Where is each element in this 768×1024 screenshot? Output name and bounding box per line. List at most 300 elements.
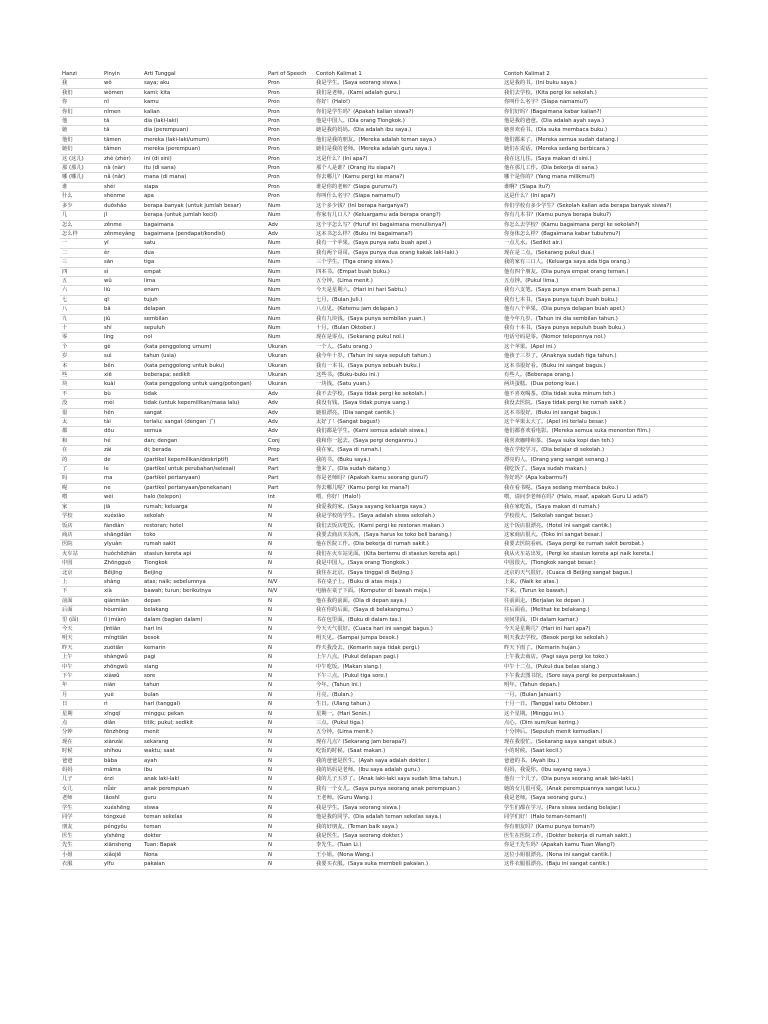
cell-example-1: 今天是星期六。(Hari ini hari Sabtu.): [314, 286, 502, 295]
cell-part-of-speech: Ukuran: [266, 371, 314, 380]
cell-example-2: 他在学校学习。(Dia belajar di sekolah.): [502, 446, 708, 455]
cell-hanzi: 你: [60, 98, 102, 107]
cell-example-1: 今年。(Tahun ini.): [314, 681, 502, 690]
cell-hanzi: 了: [60, 465, 102, 474]
cell-example-2: 我的家有三口人。(Keluarga saya ada tiga orang.): [502, 258, 708, 267]
cell-example-1: 我的儿子五岁了。(Anak laki-laki saya sudah lima tahun.): [314, 775, 502, 784]
cell-part-of-speech: N: [266, 719, 314, 728]
cell-hanzi: 他们: [60, 135, 102, 144]
cell-example-2: 我是老师。(Saya seorang guru.): [502, 794, 708, 803]
cell-part-of-speech: N: [266, 606, 314, 615]
table-row: [60, 681, 708, 690]
cell-part-of-speech: Int: [266, 493, 314, 502]
cell-pinyin: bā: [102, 305, 142, 314]
table-row: [60, 662, 708, 671]
cell-pinyin: qiánmiàn: [102, 596, 142, 605]
cell-example-2: 这个苹果太大了。(Apel ini terlalu besar.): [502, 418, 708, 427]
cell-example-1: 三个学生。(Tiga orang siswa.): [314, 258, 502, 267]
cell-part-of-speech: N: [266, 766, 314, 775]
cell-meaning: bulan: [142, 690, 266, 699]
cell-part-of-speech: N: [266, 850, 314, 859]
cell-part-of-speech: Pron: [266, 145, 314, 154]
cell-example-1: 上午八点。(Pukul delapan pagi.): [314, 653, 502, 662]
cell-example-2: 这个苹果。(Apel ini.): [502, 342, 708, 351]
cell-example-1: 他是中国人。(Dia orang Tiongkok.): [314, 117, 502, 126]
table-row: [60, 822, 708, 831]
cell-part-of-speech: Adv: [266, 399, 314, 408]
cell-example-2: 她喜欢看书。(Dia suka membaca buku.): [502, 126, 708, 135]
table-row: [60, 530, 708, 539]
cell-part-of-speech: Pron: [266, 117, 314, 126]
cell-meaning: guru: [142, 794, 266, 803]
cell-example-2: 现在是二点。(Sekarang pukul dua.): [502, 248, 708, 257]
cell-hanzi: 前面: [60, 596, 102, 605]
table-row: [60, 323, 708, 332]
cell-example-1: 你是老师吗？(Apakah kamu seorang guru?): [314, 474, 502, 483]
cell-example-1: 太好了！(Sangat bagus!): [314, 418, 502, 427]
cell-hanzi: 家: [60, 502, 102, 511]
cell-part-of-speech: N: [266, 803, 314, 812]
cell-example-2: 我没去医院。(Saya tidak pergi ke rumah sakit.): [502, 399, 708, 408]
cell-pinyin: wǔ: [102, 276, 142, 285]
cell-meaning: sore: [142, 672, 266, 681]
table-row: [60, 587, 708, 596]
cell-hanzi: 哪 (哪儿): [60, 173, 102, 182]
table-row: [60, 258, 708, 267]
cell-part-of-speech: Adv: [266, 408, 314, 417]
cell-part-of-speech: N: [266, 784, 314, 793]
cell-part-of-speech: N: [266, 756, 314, 765]
cell-example-2: 我在看书呢。(Saya sedang membaca buku.): [502, 483, 708, 492]
cell-example-1: 我今年十岁。(Tahun ini saya sepuluh tahun.): [314, 352, 502, 361]
table-row: [60, 352, 708, 361]
table-row: [60, 719, 708, 728]
table-row: [60, 841, 708, 850]
cell-pinyin: xiàwǔ: [102, 672, 142, 681]
cell-pinyin: nà (nàr): [102, 164, 142, 173]
cell-hanzi: 上午: [60, 653, 102, 662]
cell-hanzi: 什么: [60, 192, 102, 201]
cell-hanzi: 现在: [60, 737, 102, 746]
table-row: [60, 220, 708, 229]
cell-pinyin: fēnzhōng: [102, 728, 142, 737]
cell-part-of-speech: N: [266, 624, 314, 633]
cell-part-of-speech: N: [266, 643, 314, 652]
table-row: [60, 88, 708, 97]
cell-pinyin: yuè: [102, 690, 142, 699]
cell-meaning: saya; aku: [142, 79, 266, 88]
cell-pinyin: nǚér: [102, 784, 142, 793]
table-row: [60, 728, 708, 737]
cell-meaning: dalam (bagian dalam): [142, 615, 266, 624]
cell-pinyin: tāmen: [102, 135, 142, 144]
cell-pinyin: ma: [102, 474, 142, 483]
cell-pinyin: líng: [102, 333, 142, 342]
table-row: [60, 267, 708, 276]
cell-meaning: Tiongkok: [142, 559, 266, 568]
cell-pinyin: xīngqī: [102, 709, 142, 718]
table-row: [60, 540, 708, 549]
cell-meaning: atas; naik; sebelumnya: [142, 577, 266, 586]
table-row: [60, 559, 708, 568]
table-row: [60, 182, 708, 191]
table-row: [60, 361, 708, 370]
table-row: [60, 850, 708, 859]
table-row: [60, 615, 708, 624]
cell-hanzi: 中国: [60, 559, 102, 568]
cell-pinyin: méi: [102, 399, 142, 408]
cell-example-2: 这件衣服很漂亮。(Baju ini sangat cantik.): [502, 860, 708, 869]
cell-example-2: 这位小姐很漂亮。(Nona ini sangat cantik.): [502, 850, 708, 859]
cell-meaning: tahun: [142, 681, 266, 690]
cell-example-2: 明年。(Tahun depan.): [502, 681, 708, 690]
cell-part-of-speech: N: [266, 502, 314, 511]
cell-hanzi: 老师: [60, 794, 102, 803]
cell-meaning: tahun (usia): [142, 352, 266, 361]
table-row: [60, 248, 708, 257]
cell-example-1: 我有一个女儿。(Saya punya seorang anak perempuan.): [314, 784, 502, 793]
table-row: [60, 98, 708, 107]
cell-meaning: titik; pukul; sedikit: [142, 719, 266, 728]
cell-part-of-speech: Num: [266, 333, 314, 342]
cell-hanzi: 五: [60, 276, 102, 285]
cell-part-of-speech: Pron: [266, 98, 314, 107]
cell-example-2: 她们在说话。(Mereka sedang berbicara.): [502, 145, 708, 154]
cell-example-2: 这个饭店很漂亮。(Hotel ini sangat cantik.): [502, 521, 708, 530]
cell-example-1: 书在桌子上。(Buku di atas meja.): [314, 577, 502, 586]
cell-hanzi: 本: [60, 361, 102, 370]
cell-meaning: tidak (untuk kepemilikan/masa lalu): [142, 399, 266, 408]
cell-part-of-speech: Adv: [266, 389, 314, 398]
cell-example-1: 我的妈妈是老师。(Ibu saya adalah guru.): [314, 766, 502, 775]
cell-part-of-speech: Pron: [266, 79, 314, 88]
cell-hanzi: 里 (面): [60, 615, 102, 624]
cell-example-2: 喂，请问李老师在吗？(Halo, maaf, apakah Guru Li ada?): [502, 493, 708, 502]
cell-hanzi: 女儿: [60, 784, 102, 793]
cell-example-2: 中国很大。(Tiongkok sangat besar.): [502, 559, 708, 568]
vocabulary-sheet: [60, 70, 708, 870]
cell-part-of-speech: Prep: [266, 446, 314, 455]
cell-example-2: 昨天下雨了。(Kemarin hujan.): [502, 643, 708, 652]
table-row: [60, 596, 708, 605]
cell-part-of-speech: Adv: [266, 220, 314, 229]
cell-part-of-speech: N: [266, 662, 314, 671]
table-row: [60, 803, 708, 812]
cell-meaning: apa: [142, 192, 266, 201]
cell-meaning: siang: [142, 662, 266, 671]
cell-example-2: 你好吗？(Apa kabarmu?): [502, 474, 708, 483]
cell-pinyin: tā: [102, 117, 142, 126]
table-row: [60, 794, 708, 803]
cell-part-of-speech: Num: [266, 201, 314, 210]
table-row: [60, 436, 708, 445]
cell-example-1: 三点。(Pukul tiga.): [314, 719, 502, 728]
header-hanzi: Hanzi: [60, 70, 102, 79]
cell-meaning: pagi: [142, 653, 266, 662]
cell-meaning: enam: [142, 286, 266, 295]
cell-pinyin: zhè (zhèr): [102, 154, 142, 163]
cell-meaning: (kata penggolong umum): [142, 342, 266, 351]
table-row: [60, 211, 708, 220]
cell-example-1: 我是学生。(Saya seorang siswa.): [314, 803, 502, 812]
cell-meaning: berapa banyak (untuk jumlah besar): [142, 201, 266, 210]
cell-hanzi: 日: [60, 700, 102, 709]
cell-pinyin: diǎn: [102, 719, 142, 728]
cell-pinyin: shénme: [102, 192, 142, 201]
cell-part-of-speech: Pron: [266, 164, 314, 173]
cell-meaning: teman: [142, 822, 266, 831]
cell-pinyin: xuéshēng: [102, 803, 142, 812]
cell-example-2: 你是王先生吗？(Apakah kamu Tuan Wang?): [502, 841, 708, 850]
cell-meaning: di; berada: [142, 446, 266, 455]
cell-pinyin: wèi: [102, 493, 142, 502]
cell-part-of-speech: Pron: [266, 154, 314, 163]
table-row: [60, 333, 708, 342]
cell-example-1: 一块钱。(Satu yuan.): [314, 380, 502, 389]
cell-part-of-speech: N: [266, 672, 314, 681]
table-row: [60, 380, 708, 389]
cell-example-1: 七月。(Bulan Juli.): [314, 295, 502, 304]
cell-example-2: 这家商店很大。(Toko ini sangat besar.): [502, 530, 708, 539]
cell-example-2: 五点钟。(Pukul lima.): [502, 276, 708, 285]
cell-example-2: 他今年九岁。(Tahun ini dia sembilan tahun.): [502, 314, 708, 323]
cell-hanzi: 十: [60, 323, 102, 332]
cell-pinyin: hòumiàn: [102, 606, 142, 615]
cell-example-2: 你有几本书？(Kamu punya berapa buku?): [502, 211, 708, 220]
cell-hanzi: 零: [60, 333, 102, 342]
cell-meaning: ini (di sini): [142, 154, 266, 163]
cell-example-1: 这是什么？(Ini apa?): [314, 154, 502, 163]
cell-example-2: 上午我去商店。(Pagi saya pergi ke toko.): [502, 653, 708, 662]
cell-pinyin: lǐ (miàn): [102, 615, 142, 624]
cell-part-of-speech: Pron: [266, 126, 314, 135]
table-row: [60, 239, 708, 248]
cell-pinyin: zhōngwǔ: [102, 662, 142, 671]
cell-hanzi: 学生: [60, 803, 102, 812]
table-row: [60, 700, 708, 709]
cell-part-of-speech: Conj: [266, 436, 314, 445]
cell-example-2: 一点儿水。(Sedikit air.): [502, 239, 708, 248]
cell-hanzi: 星期: [60, 709, 102, 718]
cell-meaning: sekolah: [142, 512, 266, 521]
cell-part-of-speech: Num: [266, 276, 314, 285]
cell-example-2: 他不喜欢喝茶。(Dia tidak suka minum teh.): [502, 389, 708, 398]
table-row: [60, 549, 708, 558]
cell-pinyin: jīntiān: [102, 624, 142, 633]
cell-pinyin: suì: [102, 352, 142, 361]
cell-example-2: 我有十本书。(Saya punya sepuluh buah buku.): [502, 323, 708, 332]
cell-part-of-speech: N: [266, 841, 314, 850]
cell-example-2: 我吃饭了。(Saya sudah makan.): [502, 465, 708, 474]
cell-pinyin: xiǎojiě: [102, 850, 142, 859]
cell-example-2: 这是我的书。(Ini buku saya.): [502, 79, 708, 88]
cell-example-1: 我的书。(Buku saya.): [314, 455, 502, 464]
cell-example-1: 他来了。(Dia sudah datang.): [314, 465, 502, 474]
cell-hanzi: 谁: [60, 182, 102, 191]
cell-hanzi: 他: [60, 117, 102, 126]
cell-hanzi: 一: [60, 239, 102, 248]
cell-example-2: 爸爸的书。(Ayah ibu.): [502, 756, 708, 765]
cell-meaning: halo (telepon): [142, 493, 266, 502]
cell-hanzi: 七: [60, 295, 102, 304]
cell-meaning: beberapa; sedikit: [142, 371, 266, 380]
cell-example-2: 上来。(Naik ke atas.): [502, 577, 708, 586]
cell-example-2: 他是我的爸爸。(Dia adalah ayah saya.): [502, 117, 708, 126]
cell-pinyin: shí: [102, 323, 142, 332]
cell-hanzi: 我们: [60, 88, 102, 97]
cell-hanzi: 块: [60, 380, 102, 389]
cell-pinyin: rì: [102, 700, 142, 709]
header-meaning: Arti Tunggal: [142, 70, 266, 79]
cell-pinyin: Běijīng: [102, 568, 142, 577]
cell-hanzi: 上: [60, 577, 102, 586]
cell-meaning: kalian: [142, 107, 266, 116]
cell-part-of-speech: Part: [266, 483, 314, 492]
cell-pinyin: shéi: [102, 182, 142, 191]
cell-example-1: 八点见。(Ketemu jam delapan.): [314, 305, 502, 314]
cell-example-2: 他有一个儿子。(Dia punya seorang anak laki-laki.): [502, 775, 708, 784]
cell-pinyin: qī: [102, 295, 142, 304]
cell-example-2: 往后面看。(Melihat ke belakang.): [502, 606, 708, 615]
cell-example-2: 北京的天气很好。(Cuaca di Beijing sangat bagus.): [502, 568, 708, 577]
cell-hanzi: 妈妈: [60, 766, 102, 775]
table-row: [60, 465, 708, 474]
cell-example-2: 电话号码是零。(Nomor teleponnya nol.): [502, 333, 708, 342]
cell-example-1: 我是学生。(Saya seorang siswa.): [314, 79, 502, 88]
cell-part-of-speech: Adv: [266, 418, 314, 427]
cell-hanzi: 饭店: [60, 521, 102, 530]
cell-part-of-speech: N/V: [266, 577, 314, 586]
cell-part-of-speech: Pron: [266, 173, 314, 182]
cell-meaning: sekarang: [142, 737, 266, 746]
cell-hanzi: 多少: [60, 201, 102, 210]
cell-example-1: 我有一本书。(Saya punya sebuah buku.): [314, 361, 502, 370]
cell-example-2: 明天我去学校。(Besok pergi ke sekolah.): [502, 634, 708, 643]
cell-pinyin: yīyuàn: [102, 540, 142, 549]
cell-example-1: 那个人是谁？(Orang itu siapa?): [314, 164, 502, 173]
cell-pinyin: shàngwǔ: [102, 653, 142, 662]
cell-example-2: 哪个是你的？(Yang mana milikmu?): [502, 173, 708, 182]
cell-example-2: 漂亮的人。(Orang yang sangat senang.): [502, 455, 708, 464]
cell-example-2: 这本书很好。(Buku ini sangat bagus.): [502, 408, 708, 417]
cell-example-1: 她很漂亮。(Dia sangat cantik.): [314, 408, 502, 417]
table-row: [60, 643, 708, 652]
cell-part-of-speech: N: [266, 775, 314, 784]
cell-meaning: lima: [142, 276, 266, 285]
cell-hanzi: 月: [60, 690, 102, 699]
cell-hanzi: 二: [60, 248, 102, 257]
cell-example-1: 生日。(Ulang tahun.): [314, 700, 502, 709]
cell-meaning: sembilan: [142, 314, 266, 323]
cell-pinyin: jǐ: [102, 211, 142, 220]
cell-hanzi: 三: [60, 258, 102, 267]
table-row: [60, 79, 708, 88]
table-row: [60, 418, 708, 427]
cell-example-2: 妈妈，我爱你。(Ibu sayang saya.): [502, 766, 708, 775]
cell-example-1: 月亮。(Bulan.): [314, 690, 502, 699]
cell-example-2: 点心。(Dim sum/kue kering.): [502, 719, 708, 728]
table-row: [60, 389, 708, 398]
table-row: [60, 860, 708, 869]
cell-pinyin: xiànzài: [102, 737, 142, 746]
cell-pinyin: běn: [102, 361, 142, 370]
cell-part-of-speech: N: [266, 700, 314, 709]
header-example-1: Contoh Kalimat 1: [314, 70, 502, 79]
cell-meaning: terlalu; sangat (dengan 了): [142, 418, 266, 427]
cell-pinyin: kuài: [102, 380, 142, 389]
cell-hanzi: 医生: [60, 831, 102, 840]
cell-example-1: 我爱我的家。(Saya sayang keluarga saya.): [314, 502, 502, 511]
cell-meaning: tujuh: [142, 295, 266, 304]
cell-example-1: 书在包里面。(Buku di dalam tas.): [314, 615, 502, 624]
cell-hanzi: 在: [60, 446, 102, 455]
cell-hanzi: 点: [60, 719, 102, 728]
cell-example-2: 他们都来了。(Mereka semua sudah datang.): [502, 135, 708, 144]
table-row: [60, 577, 708, 586]
cell-meaning: rumah; keluarga: [142, 502, 266, 511]
cell-meaning: tiga: [142, 258, 266, 267]
cell-part-of-speech: Pron: [266, 107, 314, 116]
cell-example-2: 他们都喜欢看电影。(Mereka semua suka menonton film.): [502, 427, 708, 436]
table-row: [60, 192, 708, 201]
cell-example-1: 中午吃饭。(Makan siang.): [314, 662, 502, 671]
cell-hanzi: 明天: [60, 634, 102, 643]
cell-part-of-speech: N: [266, 681, 314, 690]
cell-part-of-speech: N: [266, 653, 314, 662]
cell-hanzi: 分钟: [60, 728, 102, 737]
cell-pinyin: míngtiān: [102, 634, 142, 643]
cell-meaning: mereka (laki-laki/umum): [142, 135, 266, 144]
cell-hanzi: 时候: [60, 747, 102, 756]
cell-example-2: 下午我去图书馆。(Sore saya pergi ke perpustakaan.): [502, 672, 708, 681]
cell-example-1: 王小姐。(Nona Wang.): [314, 850, 502, 859]
cell-meaning: siapa: [142, 182, 266, 191]
cell-example-1: 你叫什么名字？(Siapa namamu?): [314, 192, 502, 201]
cell-example-2: 我喜欢咖啡和茶。(Saya suka kopi dan teh.): [502, 436, 708, 445]
cell-pinyin: duōshǎo: [102, 201, 142, 210]
cell-hanzi: 几: [60, 211, 102, 220]
cell-part-of-speech: N: [266, 615, 314, 624]
cell-part-of-speech: Num: [266, 239, 314, 248]
cell-meaning: itu (di sana): [142, 164, 266, 173]
cell-meaning: siswa: [142, 803, 266, 812]
cell-meaning: sangat: [142, 408, 266, 417]
table-body: [60, 79, 708, 869]
cell-example-2: 你叫什么名字？(Siapa namamu?): [502, 98, 708, 107]
cell-pinyin: shíhou: [102, 747, 142, 756]
cell-example-2: 中午十二点。(Pukul dua belas siang.): [502, 662, 708, 671]
cell-example-1: 我是医生。(Saya seorang dokter.): [314, 831, 502, 840]
cell-meaning: mereka (perempuan): [142, 145, 266, 154]
cell-hanzi: 后面: [60, 606, 102, 615]
cell-meaning: hari (tanggal): [142, 700, 266, 709]
table-row: [60, 455, 708, 464]
cell-meaning: hari ini: [142, 624, 266, 633]
cell-part-of-speech: Adv: [266, 427, 314, 436]
cell-pinyin: zěnmeyàng: [102, 229, 142, 238]
cell-meaning: empat: [142, 267, 266, 276]
cell-hanzi: 些: [60, 371, 102, 380]
cell-meaning: semua: [142, 427, 266, 436]
cell-example-1: 她是我的妈妈。(Dia adalah ibu saya.): [314, 126, 502, 135]
cell-example-2: 我们去学校。(Kita pergi ke sekolah.): [502, 88, 708, 97]
cell-pinyin: èr: [102, 248, 142, 257]
cell-example-1: 你去哪儿呢？(Kamu pergi ke mana?): [314, 483, 502, 492]
cell-part-of-speech: N: [266, 634, 314, 643]
cell-example-2: 他孩子三岁了。(Anaknya sudah tiga tahun.): [502, 352, 708, 361]
cell-example-2: 房间里面。(Di dalam kamar.): [502, 615, 708, 624]
cell-example-1: 他们是我的朋友。(Mereka adalah teman saya.): [314, 135, 502, 144]
